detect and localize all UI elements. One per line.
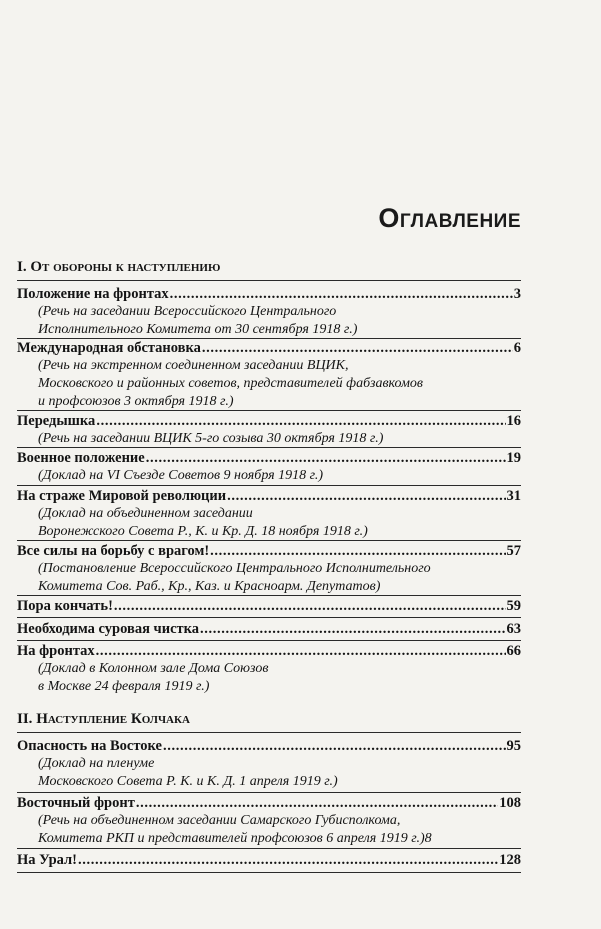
- note-line: Московского и районных советов, представителей фабзавкомов: [38, 376, 424, 391]
- note-line: в Москве 24 февраля 1919 г.): [38, 679, 210, 694]
- leader-dots: [170, 285, 513, 303]
- entry-divider: [17, 410, 521, 411]
- entry-title: Положение на фронтах: [17, 286, 169, 302]
- entry-note: [17, 560, 521, 596]
- toc-entry[interactable]: [17, 542, 521, 596]
- entry-page: 57: [506, 543, 521, 559]
- entry-page: 3: [513, 286, 521, 302]
- section-number: I.: [17, 259, 27, 275]
- leader-dots: [78, 851, 498, 869]
- note-line: (Доклад на VI Съезде Советов 9 ноября 1918 г.): [38, 468, 324, 483]
- leader-dots: [96, 642, 506, 660]
- entry-page: 16: [506, 413, 521, 429]
- leader-dots: [96, 412, 505, 430]
- entry-title: Международная обстановка: [17, 340, 201, 356]
- note-line: (Речь на объединенном заседании Самарского Губисполкома,: [38, 813, 401, 828]
- leader-dots: [202, 339, 513, 357]
- toc-entry[interactable]: [17, 794, 521, 848]
- entry-title: Военное положение: [17, 450, 145, 466]
- note-line: Исполнительного Комитета от 30 сентября 1918 г.): [38, 322, 358, 337]
- leader-dots: [114, 597, 506, 615]
- toc-entry[interactable]: [17, 851, 521, 869]
- note-line: (Доклад на объединенном заседании: [38, 506, 253, 521]
- entry-page: 6: [513, 340, 521, 356]
- note-line: (Доклад на пленуме: [38, 756, 155, 771]
- entry-page: 19: [506, 450, 521, 466]
- entry-page: 63: [506, 621, 521, 637]
- entry-page: 31: [506, 488, 521, 504]
- toc-entry[interactable]: [17, 487, 521, 541]
- note-line: и профсоюзов 3 октября 1918 г.): [38, 394, 234, 409]
- toc-entry[interactable]: [17, 620, 521, 638]
- entry-note: [17, 755, 521, 791]
- page-title: Оглавление: [378, 203, 521, 233]
- leader-dots: [227, 487, 505, 505]
- entry-note: [17, 660, 521, 696]
- entry-title: Опасность на Востоке: [17, 738, 162, 754]
- entry-page: 59: [506, 598, 521, 614]
- entry-divider: [17, 485, 521, 486]
- note-line: Комитета РКП и представителей профсоюзов 6 апреля 1919 г.)8: [38, 831, 432, 846]
- toc-entry[interactable]: [17, 412, 521, 448]
- note-line: (Постановление Всероссийского Центрального Исполнительного: [38, 561, 431, 576]
- entry-title: Пора кончать!: [17, 598, 113, 614]
- note-line: (Речь на заседании ВЦИК 5-го созыва 30 октября 1918 г.): [38, 431, 384, 446]
- entry-note: [17, 467, 521, 485]
- note-line: (Речь на заседании Всероссийского Центрального: [38, 304, 337, 319]
- entry-title: На Урал!: [17, 852, 78, 868]
- toc-entry[interactable]: [17, 642, 521, 696]
- toc-entry[interactable]: [17, 737, 521, 791]
- entry-title: Передышка: [17, 413, 96, 429]
- section-number: II.: [17, 711, 33, 727]
- toc-entry[interactable]: [17, 285, 521, 339]
- entry-divider: [17, 848, 521, 849]
- note-line: Московского Совета Р. К. и К. Д. 1 апреля 1919 г.): [38, 774, 338, 789]
- entry-note: [17, 303, 521, 339]
- leader-dots: [200, 620, 505, 638]
- entry-note: [17, 812, 521, 848]
- section-title: От обороны к наступлению: [30, 259, 221, 275]
- leader-dots: [146, 449, 506, 467]
- entry-divider: [17, 640, 521, 641]
- entry-title: Необходима суровая чистка: [17, 621, 200, 637]
- leader-dots: [210, 542, 505, 560]
- entry-title: На страже Мировой революции: [17, 488, 227, 504]
- section-title: Наступление Колчака: [36, 711, 190, 727]
- toc-entry[interactable]: [17, 597, 521, 615]
- entry-title: Восточный фронт: [17, 795, 135, 811]
- entry-note: [17, 505, 521, 541]
- leader-dots: [163, 737, 506, 755]
- entry-divider: [17, 447, 521, 448]
- entry-title: Все силы на борьбу с врагом!: [17, 543, 210, 559]
- entry-divider: [17, 792, 521, 793]
- note-line: (Речь на экстренном соединенном заседании ВЦИК,: [38, 358, 349, 373]
- leader-dots: [136, 794, 498, 812]
- note-line: Комитета Сов. Раб., Кр., Каз. и Красноарм. Депутатов): [38, 579, 381, 594]
- entry-divider: [17, 540, 521, 541]
- section-heading-2: [17, 708, 521, 733]
- entry-note: [17, 430, 521, 448]
- entry-note: [17, 357, 521, 411]
- toc-entry[interactable]: [17, 339, 521, 411]
- note-line: Воронежского Совета Р., К. и Кр. Д. 18 ноября 1918 г.): [38, 524, 368, 539]
- entry-page: 128: [499, 852, 521, 868]
- entry-divider: [17, 617, 521, 618]
- entry-page: 108: [499, 795, 521, 811]
- note-line: (Доклад в Колонном зале Дома Союзов: [38, 661, 269, 676]
- entry-page: 66: [506, 643, 521, 659]
- toc-entry[interactable]: [17, 449, 521, 485]
- section-heading-1: [17, 256, 521, 281]
- entry-divider: [17, 595, 521, 596]
- entry-page: 95: [506, 738, 521, 754]
- entry-divider: [17, 872, 521, 873]
- entry-title: На фронтах: [17, 643, 95, 659]
